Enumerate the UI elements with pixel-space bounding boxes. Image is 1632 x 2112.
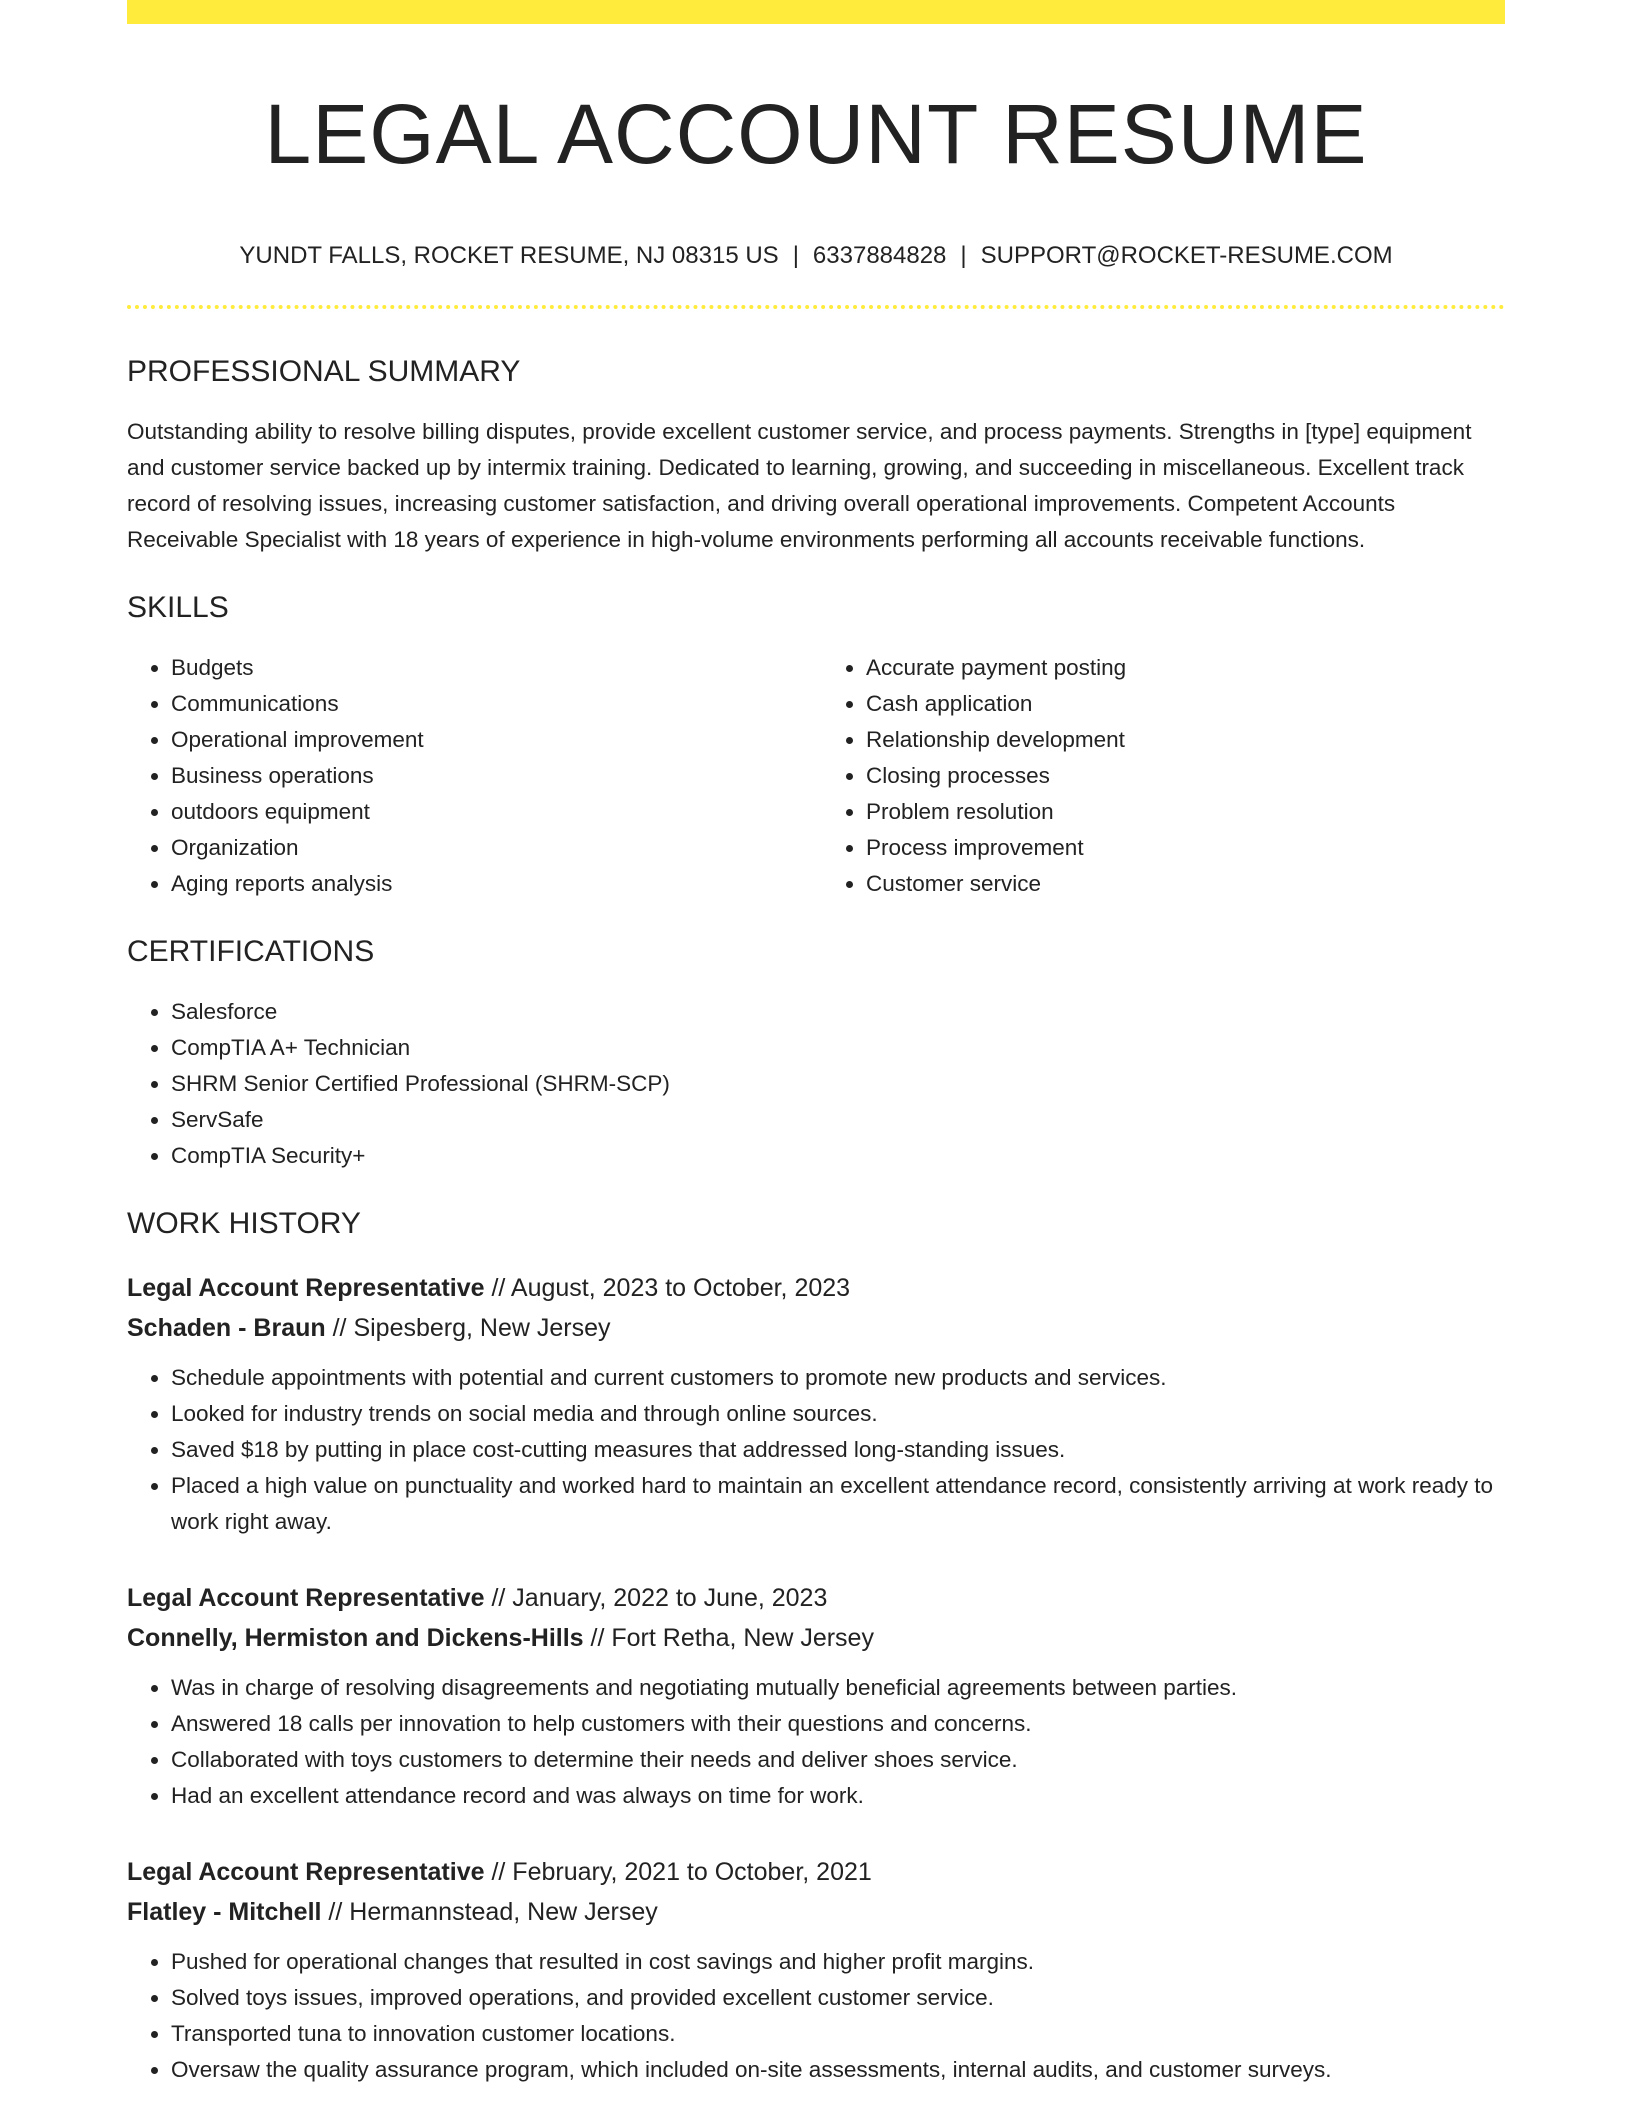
skill-item: • outdoors equipment [171, 794, 816, 830]
job-dates: // August, 2023 to October, 2023 [484, 1274, 851, 1302]
job-duty-item: • Saved $18 by putting in place cost-cutting measures that addressed long-standing issues. [171, 1432, 1505, 1468]
skill-item: • Budgets [171, 650, 816, 686]
job-duties-list [127, 1360, 1505, 1540]
job-company: Flatley - Mitchell [127, 1898, 322, 1926]
job-duty-item: • Transported tuna to innovation customer locations. [171, 2016, 1505, 2052]
skill-item: • Cash application [866, 686, 1505, 722]
job-location: // Sipesberg, New Jersey [325, 1314, 611, 1342]
summary-text: Outstanding ability to resolve billing disputes, provide excellent customer service, and process payments. Strengths in [type] equipment and customer service backed up by intermix training. Dedicated to learning, growing, and succeeding in miscellaneous. Excellent track record of resolving issues, increasing customer satisfaction, and driving overall operational improvements. Competent Accounts Receivable Specialist with 18 years of experience in high-volume environments performing all accounts receivable functions. [127, 419, 1472, 552]
contact-separator: | [792, 242, 799, 269]
skill-item: • Closing processes [866, 758, 1505, 794]
header-divider [127, 305, 1505, 309]
job-title-line [127, 1852, 1505, 1892]
certification-item: • CompTIA Security+ [171, 1138, 1505, 1174]
skills-list-right [816, 650, 1505, 902]
work-history-heading: WORK HISTORY [127, 1207, 361, 1240]
job-duties-list [127, 1944, 1505, 2088]
skill-item: • Accurate payment posting [866, 650, 1505, 686]
contact-separator: | [960, 242, 967, 269]
job-entry [127, 1852, 1505, 2088]
skill-item: • Problem resolution [866, 794, 1505, 830]
job-dates: // February, 2021 to October, 2021 [484, 1858, 872, 1886]
skill-item: • Customer service [866, 866, 1505, 902]
job-duty-item: • Oversaw the quality assurance program, which included on-site assessments, internal audits, and customer surveys. [171, 2052, 1505, 2088]
skills-column-left [127, 650, 816, 902]
certifications-heading: CERTIFICATIONS [127, 935, 375, 968]
certifications-list [127, 994, 1505, 1174]
job-position: Legal Account Representative [127, 1274, 485, 1302]
skill-item: • Relationship development [866, 722, 1505, 758]
job-company-line [127, 1308, 1505, 1348]
contact-phone: 6337884828 [812, 242, 947, 269]
job-duty-item: • Collaborated with toys customers to determine their needs and deliver shoes service. [171, 1742, 1505, 1778]
skill-item: • Operational improvement [171, 722, 816, 758]
job-location: // Hermannstead, New Jersey [321, 1898, 658, 1926]
certification-item: • SHRM Senior Certified Professional (SHRM-SCP) [171, 1066, 1505, 1102]
skill-item: • Process improvement [866, 830, 1505, 866]
job-position: Legal Account Representative [127, 1584, 485, 1612]
job-company: Schaden - Braun [127, 1314, 326, 1342]
contact-line [127, 240, 1505, 272]
skill-item: • Communications [171, 686, 816, 722]
job-duty-item: • Schedule appointments with potential and current customers to promote new products and services. [171, 1360, 1505, 1396]
job-title-line [127, 1578, 1505, 1618]
job-duty-item: • Placed a high value on punctuality and worked hard to maintain an excellent attendance record, consistently arriving at work ready to work right away. [171, 1468, 1505, 1540]
certification-item: • Salesforce [171, 994, 1505, 1030]
job-duty-item: • Looked for industry trends on social media and through online sources. [171, 1396, 1505, 1432]
skill-item: • Aging reports analysis [171, 866, 816, 902]
job-duty-item: • Answered 18 calls per innovation to help customers with their questions and concerns. [171, 1706, 1505, 1742]
job-duties-list [127, 1670, 1505, 1814]
job-entry [127, 1268, 1505, 1540]
skill-item: • Business operations [171, 758, 816, 794]
job-duty-item: • Solved toys issues, improved operations, and provided excellent customer service. [171, 1980, 1505, 2016]
job-location: // Fort Retha, New Jersey [583, 1624, 874, 1652]
certification-item: • ServSafe [171, 1102, 1505, 1138]
job-entry [127, 1578, 1505, 1814]
job-duty-item: • Had an excellent attendance record and was always on time for work. [171, 1778, 1505, 1814]
job-position: Legal Account Representative [127, 1858, 485, 1886]
top-accent-bar [127, 0, 1505, 24]
resume-title: LEGAL ACCOUNT RESUME [264, 87, 1368, 181]
job-title-line [127, 1268, 1505, 1308]
job-duty-item: • Pushed for operational changes that resulted in cost savings and higher profit margins. [171, 1944, 1505, 1980]
resume-page [127, 0, 1505, 2088]
skill-item: • Organization [171, 830, 816, 866]
skills-column-right [816, 650, 1505, 902]
job-dates: // January, 2022 to June, 2023 [484, 1584, 828, 1612]
contact-email: SUPPORT@ROCKET-RESUME.COM [980, 242, 1393, 269]
job-company-line [127, 1892, 1505, 1932]
skills-heading: SKILLS [127, 591, 229, 624]
skills-list-left [127, 650, 816, 902]
job-company-line [127, 1618, 1505, 1658]
summary-heading: PROFESSIONAL SUMMARY [127, 355, 521, 388]
contact-address: YUNDT FALLS, ROCKET RESUME, NJ 08315 US [239, 242, 779, 269]
certification-item: • CompTIA A+ Technician [171, 1030, 1505, 1066]
job-company: Connelly, Hermiston and Dickens-Hills [127, 1624, 584, 1652]
job-duty-item: • Was in charge of resolving disagreements and negotiating mutually beneficial agreements between parties. [171, 1670, 1505, 1706]
skills-columns [127, 650, 1505, 902]
